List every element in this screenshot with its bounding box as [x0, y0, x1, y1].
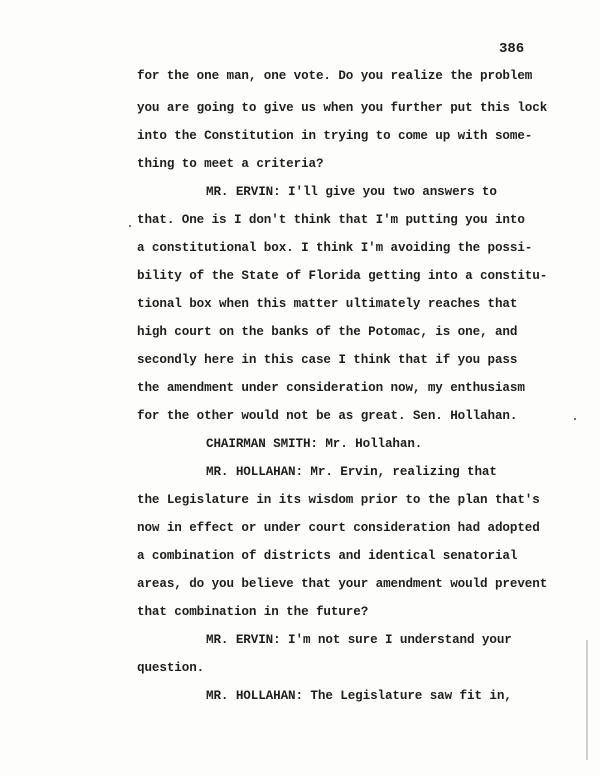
text-line: into the Constitution in trying to come up with some-	[137, 129, 533, 143]
text-line: bility of the State of Florida getting into a constitu-	[137, 269, 548, 283]
text-line: thing to meet a criteria?	[137, 157, 324, 171]
text-line: tional box when this matter ultimately reaches that	[137, 297, 518, 311]
scan-edge-shadow	[586, 640, 588, 760]
text-line: question.	[137, 661, 205, 675]
text-line: MR. ERVIN: I'll give you two answers to	[206, 185, 497, 199]
text-line: a constitutional box. I think I'm avoiding the possi-	[137, 241, 533, 255]
text-line: for the one man, one vote. Do you realize the problem	[137, 69, 533, 83]
text-line: now in effect or under court consideration had adopted	[137, 521, 540, 535]
text-line: MR. HOLLAHAN: Mr. Ervin, realizing that	[206, 465, 497, 479]
text-line: the Legislature in its wisdom prior to the plan that's	[137, 493, 540, 507]
text-line: that combination in the future?	[137, 605, 369, 619]
text-line: the amendment under consideration now, my enthusiasm	[137, 381, 525, 395]
scan-speck	[129, 225, 131, 227]
text-line: MR. HOLLAHAN: The Legislature saw fit in,	[206, 689, 512, 703]
text-line: secondly here in this case I think that if you pass	[137, 353, 518, 367]
text-line: you are going to give us when you further put this lock	[137, 101, 548, 115]
scan-speck	[574, 418, 576, 420]
page-number: 386	[499, 41, 525, 57]
text-line: that. One is I don't think that I'm putting you into	[137, 213, 525, 227]
text-line: areas, do you believe that your amendment would prevent	[137, 577, 548, 591]
text-line: high court on the banks of the Potomac, is one, and	[137, 325, 518, 339]
text-line: MR. ERVIN: I'm not sure I understand your	[206, 633, 512, 647]
text-line: for the other would not be as great. Sen. Hollahan.	[137, 409, 518, 423]
text-line: CHAIRMAN SMITH: Mr. Hollahan.	[206, 437, 423, 451]
text-line: a combination of districts and identical senatorial	[137, 549, 518, 563]
